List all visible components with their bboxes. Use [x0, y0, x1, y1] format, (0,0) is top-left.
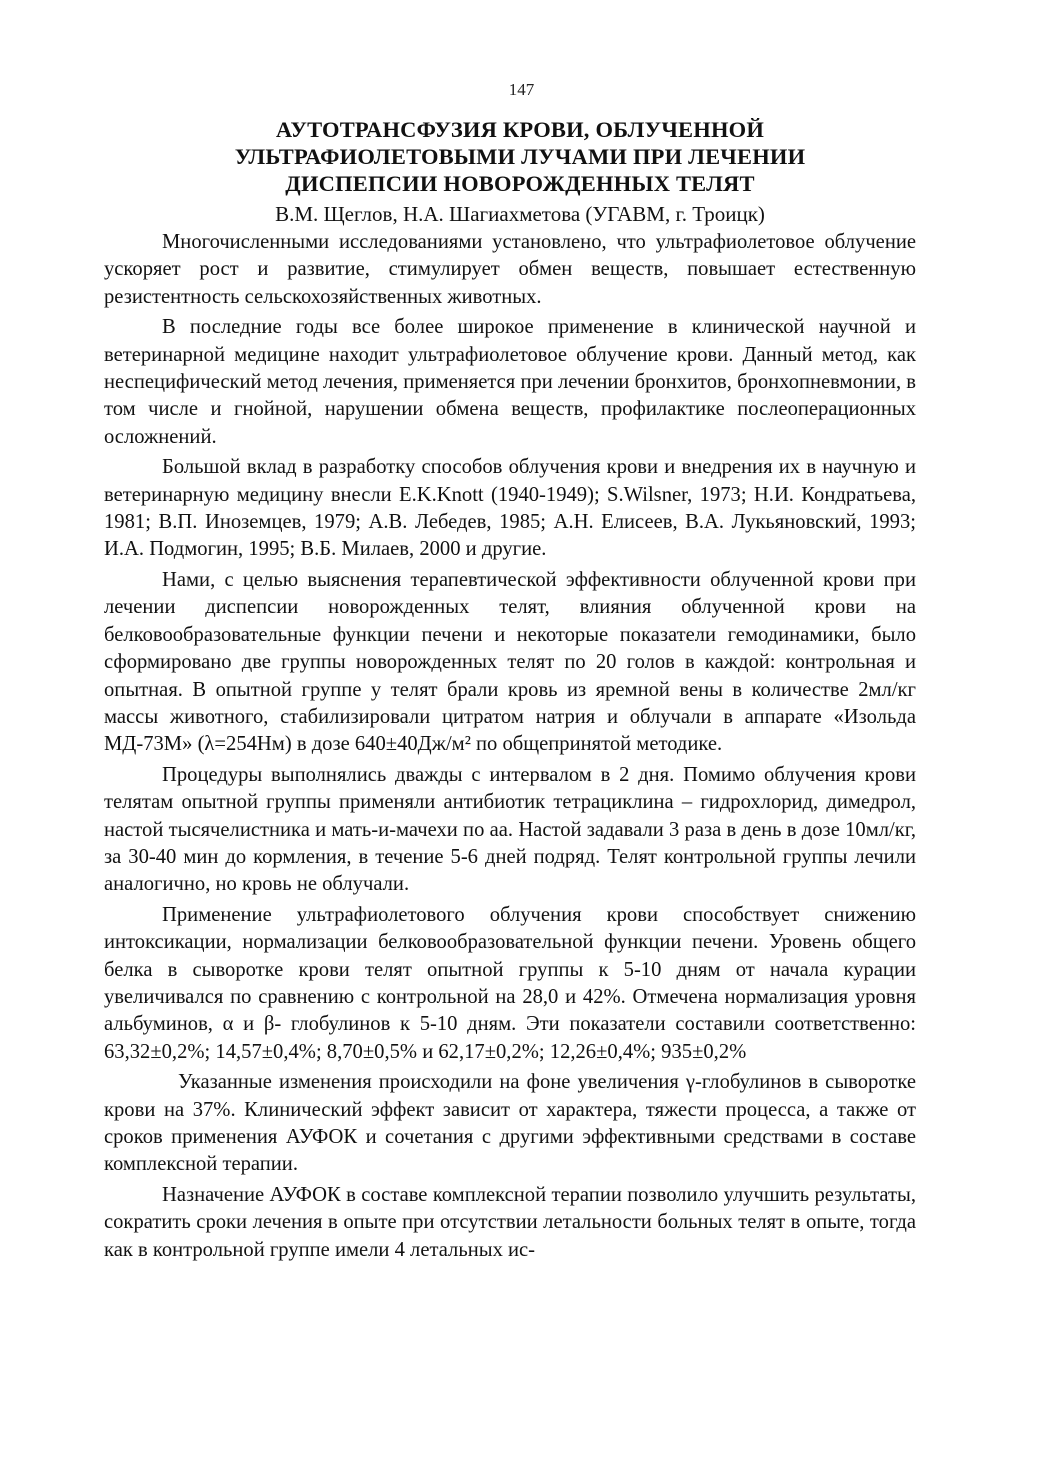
page-number: 147: [508, 80, 535, 99]
paragraph-7: Указанные изменения происходили на фоне увеличения γ-глобулинов в сыворотке крови на 37%. Клинический эффект зависит от характера, тяжести процесса, а также от сроков применения АУФОК и сочетания с другими эффективными средствами в составе комплексной терапии.: [104, 1071, 916, 1176]
paragraph-3: Большой вклад в разработку способов облучения крови и внедрения их в научную и ветеринарную медицину внесли E.K.Knott (1940-1949); S.Wilsner, 1973; Н.И. Кондратьева, 1981; В.П. Иноземцев, 1979; А.В. Лебедев, 1985; А.Н. Елисеев, В.А. Лукьяновский, 1993; И.А. Подмогин, 1995; В.Б. Милаев, 2000 и другие.: [104, 456, 916, 561]
paragraph-6: Применение ультрафиолетового облучения крови способствует снижению интоксикации, нормализации белковообразовательной функции печени. Уровень общего белка в сыворотке крови телят опытной группы к 5-10 дням от начала курации увеличивался по сравнению с контрольной на 28,0 и 42%. Отмечена нормализация уровня альбуминов, α и β- глобулинов к 5-10 дням. Эти показатели составили соответственно: 63,32±0,2%; 14,57±0,4%; 8,70±0,5% и 62,17±0,2%; 12,26±0,4%; 935±0,2%: [104, 903, 916, 1063]
article-title: [120, 116, 920, 197]
title-line-3: ДИСПЕПСИИ НОВОРОЖДЕННЫХ ТЕЛЯТ: [285, 171, 755, 196]
title-line-1: АУТОТРАНСФУЗИЯ КРОВИ, ОБЛУЧЕННОЙ: [275, 117, 765, 142]
paragraph-1: Многочисленными исследованиями установлено, что ультрафиолетовое облучение ускоряет рост и развитие, стимулирует обмен веществ, повышает естественную резистентность сельскохозяйственных животных.: [104, 231, 916, 308]
paragraph-2: В последние годы все более широкое применение в клинической научной и ветеринарной медицине находит ультрафиолетовое облучение крови. Данный метод, как неспецифический метод лечения, применяется при лечении бронхитов, бронхопневмонии, в том числе и гнойной, нарушении обмена веществ, профилактике послеоперационных осложнений.: [104, 316, 916, 448]
paragraph-4: Нами, с целью выяснения терапевтической эффективности облученной крови при лечении диспепсии новорожденных телят, влияния облученной крови на белковообразовательные функции печени и некоторые показатели гемодинамики, было сформировано две группы новорожденных телят по 20 голов в каждой: контрольная и опытная. В опытной группе у телят брали кровь из яремной вены в количестве 2мл/кг массы животного, стабилизировали цитратом натрия и облучали в аппарате «Изольда МД-73М» (λ=254Нм) в дозе 640±40Дж/м² по общепринятой методике.: [104, 568, 916, 756]
paragraph-5: Процедуры выполнялись дважды с интервалом в 2 дня. Помимо облучения крови телятам опытной группы применяли антибиотик тетрациклина – гидрохлорид, димедрол, настой тысячелистника и мать-и-мачехи по аа. Настой задавали 3 раза в день в дозе 10мл/кг, за 30-40 мин до кормления, в течение 5-6 дней подряд. Телят контрольной группы лечили аналогично, но кровь не облучали.: [104, 763, 916, 896]
article-authors: В.М. Щеглов, Н.А. Шагиахметова (УГАВМ, г. Троицк): [275, 202, 765, 226]
title-line-2: УЛЬТРАФИОЛЕТОВЫМИ ЛУЧАМИ ПРИ ЛЕЧЕНИИ: [234, 144, 806, 169]
article-body: [104, 229, 916, 1267]
paragraph-8: Назначение АУФОК в составе комплексной терапии позволило улучшить результаты, сократить сроки лечения в опыте при отсутствии летальности больных телят в опыте, тогда как в контрольной группе имели 4 летальных ис-: [104, 1183, 916, 1261]
